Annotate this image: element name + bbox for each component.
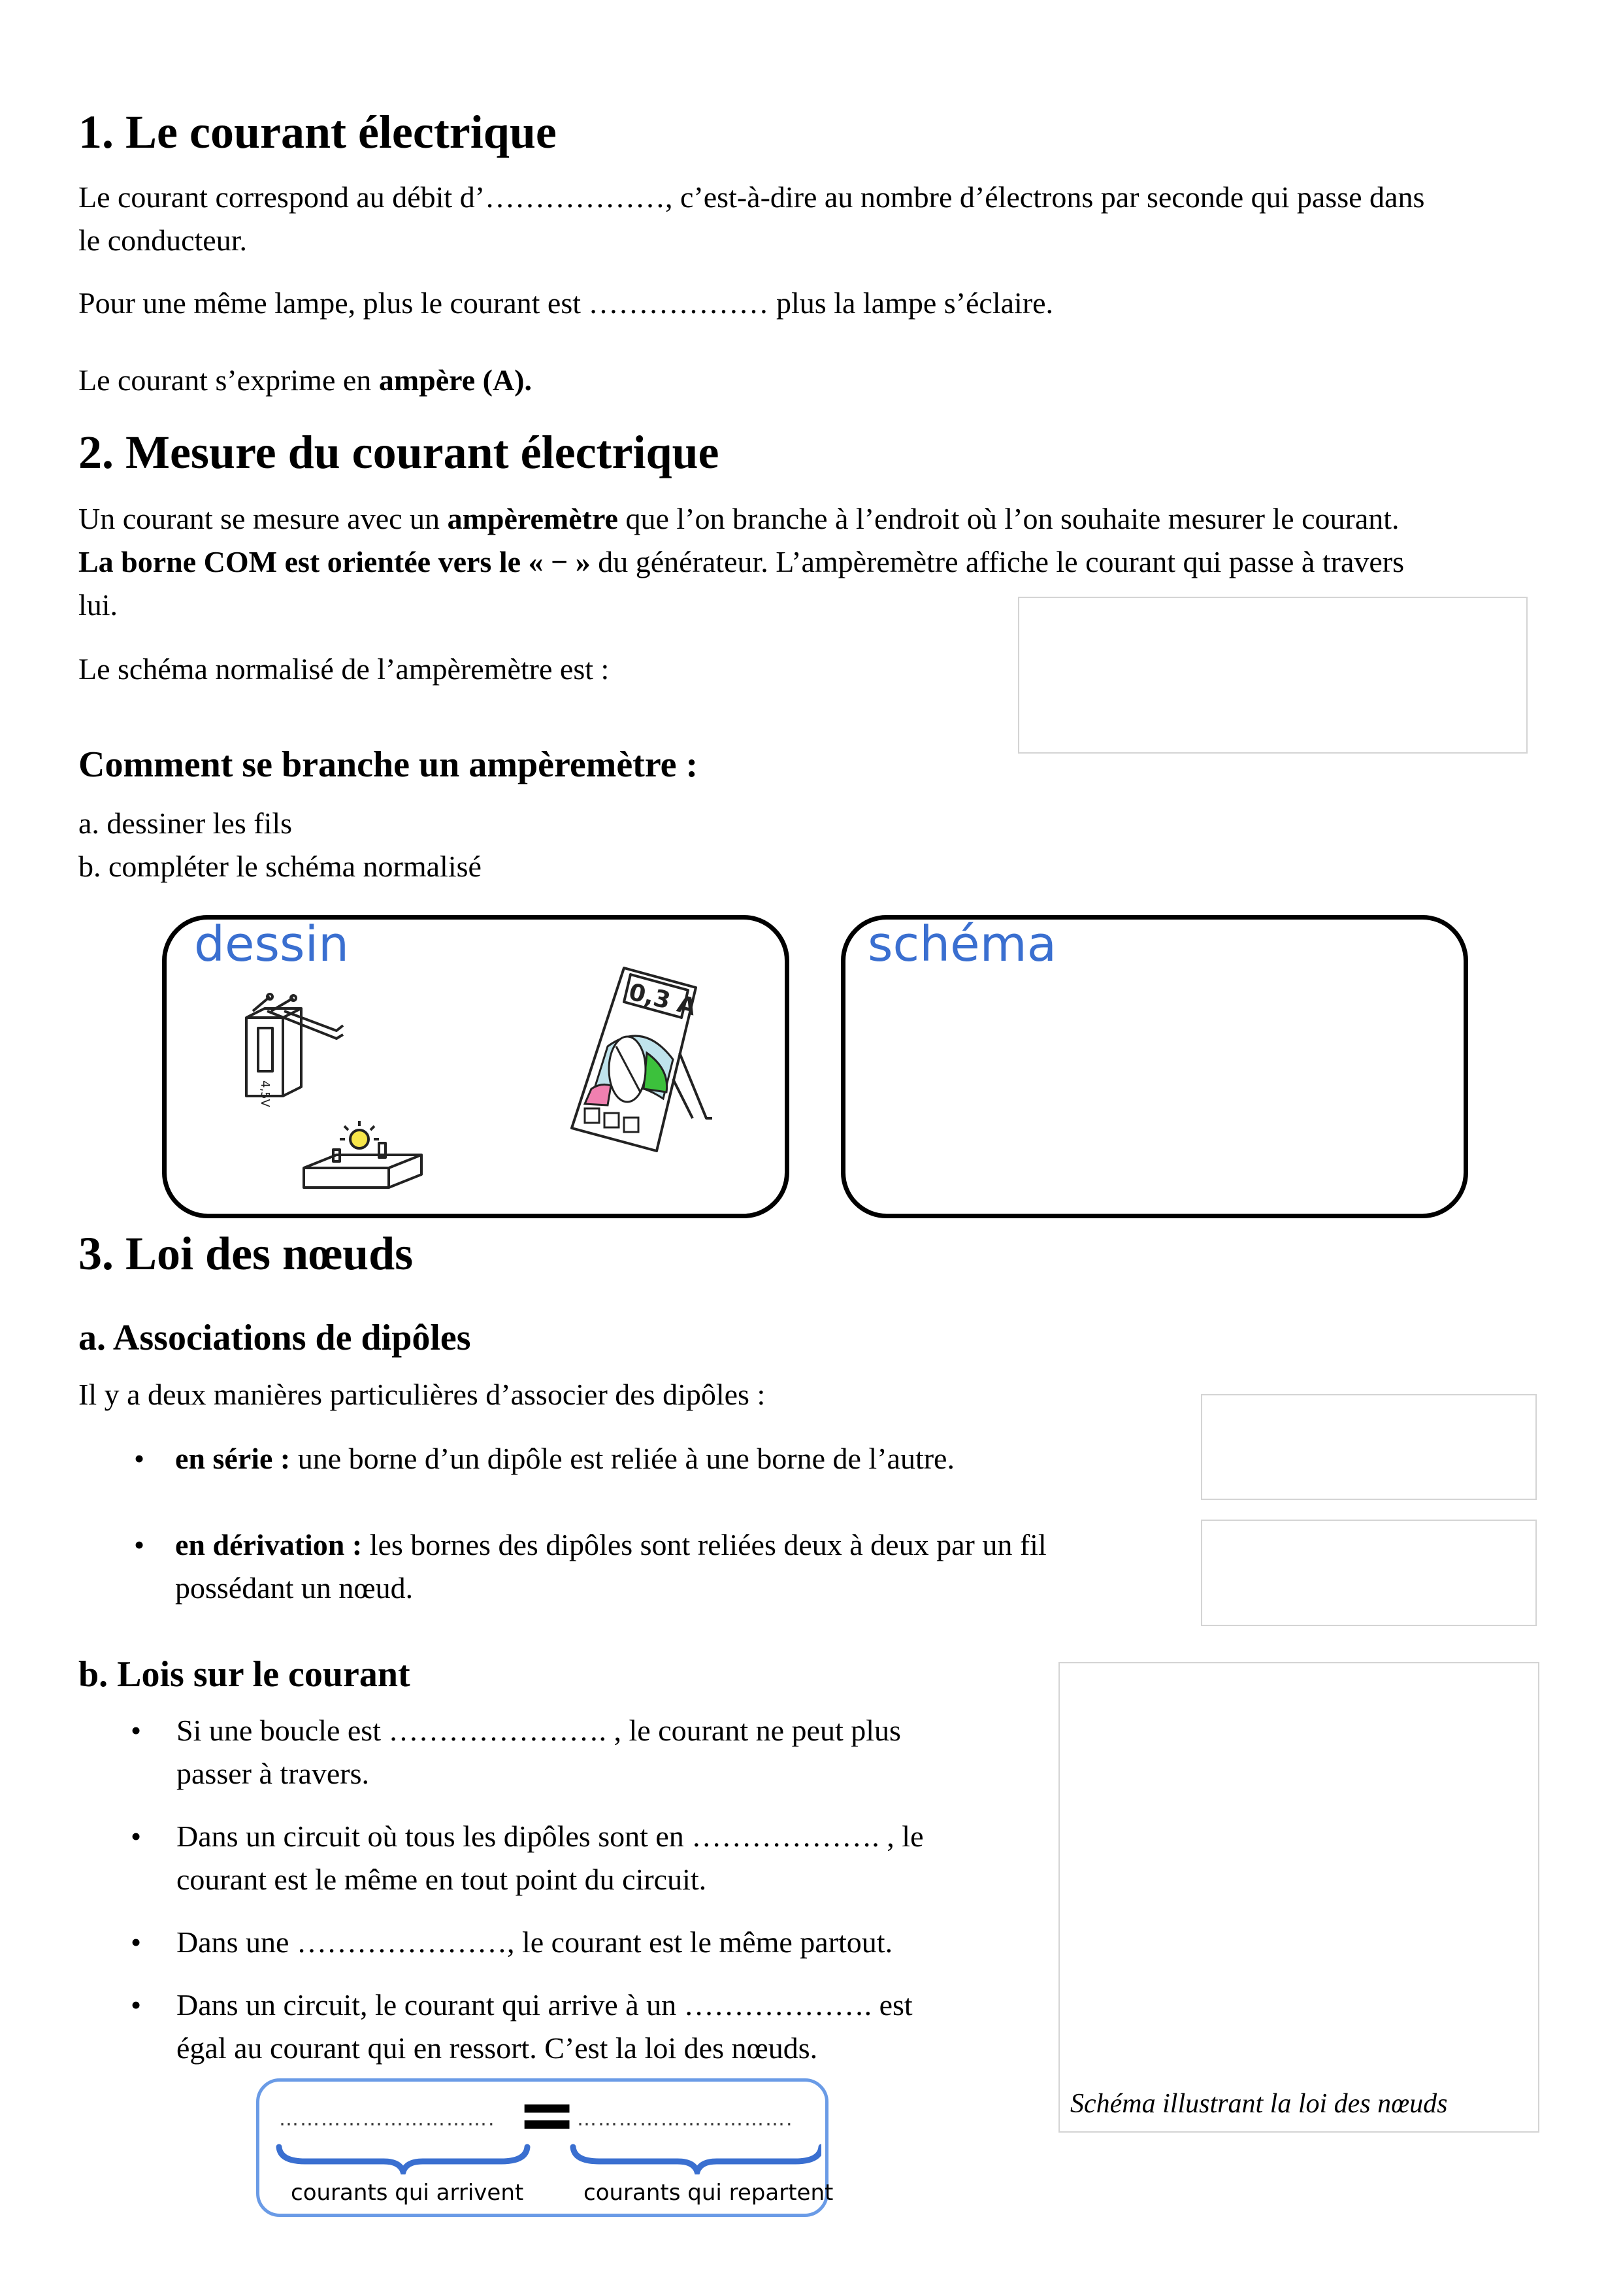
lamp-on-holder-icon [297, 1116, 428, 1207]
law-1-line2: passer à travers. [176, 1757, 370, 1790]
s2-line-1 [78, 497, 1400, 541]
section-3-title: 3. Loi des nœuds [78, 1227, 414, 1280]
law-3: Dans une …………………, le courant est le même partout. [176, 1925, 893, 1959]
serie-definition [175, 1437, 955, 1480]
dessin-box[interactable] [162, 915, 789, 1218]
s3-intro: Il y a deux manières particulières d’associer des dipôles : [78, 1378, 766, 1411]
step-a: a. dessiner les fils [78, 807, 293, 840]
bullet-law-3: • [131, 1925, 142, 1959]
derivation-schema-box[interactable] [1201, 1520, 1537, 1626]
bullet-law-1: • [131, 1714, 142, 1747]
eq-right-label: courants qui repartent [583, 2180, 834, 2206]
ammeter-symbol-answer-box[interactable] [1018, 597, 1528, 754]
svg-text:4,5V: 4,5V [258, 1080, 272, 1107]
bullet-derivation: • [134, 1528, 145, 1561]
s2-subtitle: Comment se branche un ampèremètre : [78, 744, 698, 785]
s2-l1-pre: Un courant se mesure avec un [78, 502, 448, 535]
s1-p3-bold: ampère (A). [378, 363, 532, 397]
step-b: b. compléter le schéma normalisé [78, 850, 482, 883]
node-law-schema-box[interactable] [1058, 1662, 1539, 2133]
s3-subtitle-a: a. Associations de dipôles [78, 1318, 471, 1358]
serie-bold: en série : [175, 1442, 291, 1475]
schema-box[interactable] [841, 915, 1468, 1218]
s1-paragraph-line1: Le courant correspond au débit d’………………, c’est-à-dire au nombre d’électrons par seconde qui passe dans [78, 180, 1425, 214]
battery-icon [238, 991, 363, 1109]
brace-icons [272, 2142, 821, 2174]
eq-left-label: courants qui arrivent [291, 2180, 524, 2206]
s1-paragraph-line2: le conducteur. [78, 224, 248, 257]
s3-subtitle-b: b. Lois sur le courant [78, 1654, 410, 1695]
derivation-bold: en dérivation : [175, 1528, 363, 1561]
node-law-caption: Schéma illustrant la loi des nœuds [1070, 2089, 1448, 2119]
multimeter-display: 0,3 A [626, 978, 699, 1022]
node-law-equation-box [256, 2072, 834, 2217]
s1-paragraph-3 [78, 358, 532, 402]
bullet-law-4: • [131, 1988, 142, 2021]
section-1-title: 1. Le courant électrique [78, 106, 557, 158]
law-4-line1: Dans un circuit, le courant qui arrive à un ………………. est [176, 1988, 913, 2021]
law-4-line2: égal au courant qui en ressort. C’est la loi des nœuds. [176, 2031, 818, 2065]
derivation-text: les bornes des dipôles sont reliées deux à deux par un fil [362, 1528, 1047, 1561]
s2-line-3: lui. [78, 588, 118, 622]
eq-blank-left[interactable]: …………………………. [279, 2108, 496, 2131]
serie-schema-box[interactable] [1201, 1394, 1537, 1500]
s2-l2-bold: La borne COM est orientée vers le « − » [78, 545, 591, 578]
law-2-line2: courant est le même en tout point du circuit. [176, 1863, 707, 1896]
s2-l2-post: du générateur. L’ampèremètre affiche le courant qui passe à travers [590, 545, 1404, 578]
dessin-label: dessin [194, 916, 350, 973]
law-2-line1: Dans un circuit où tous les dipôles sont en ………………. , le [176, 1820, 924, 1853]
s1-paragraph-2: Pour une même lampe, plus le courant est ……………… plus la lampe s’éclaire. [78, 286, 1054, 320]
eq-blank-right[interactable]: …………………………. [577, 2108, 794, 2131]
bullet-serie: • [134, 1442, 145, 1475]
s2-l1-post: que l’on branche à l’endroit où l’on souhaite mesurer le courant. [617, 502, 1400, 535]
s2-line-4: Le schéma normalisé de l’ampèremètre est : [78, 652, 610, 686]
multimeter-icon [546, 955, 715, 1171]
serie-text: une borne d’un dipôle est reliée à une borne de l’autre. [290, 1442, 955, 1475]
bullet-law-2: • [131, 1820, 142, 1853]
s1-p3-text: Le courant s’exprime en [78, 363, 379, 397]
derivation-definition [175, 1523, 1047, 1567]
section-2-title: 2. Mesure du courant électrique [78, 426, 719, 478]
s2-l1-bold: ampèremètre [447, 502, 618, 535]
schema-label: schéma [868, 916, 1057, 973]
s2-line-2 [78, 540, 1404, 584]
law-1-line1: Si une boucle est …………………. , le courant ne peut plus [176, 1714, 901, 1747]
derivation-definition-line2: possédant un nœud. [175, 1571, 414, 1605]
eq-sign: = [517, 2072, 578, 2156]
